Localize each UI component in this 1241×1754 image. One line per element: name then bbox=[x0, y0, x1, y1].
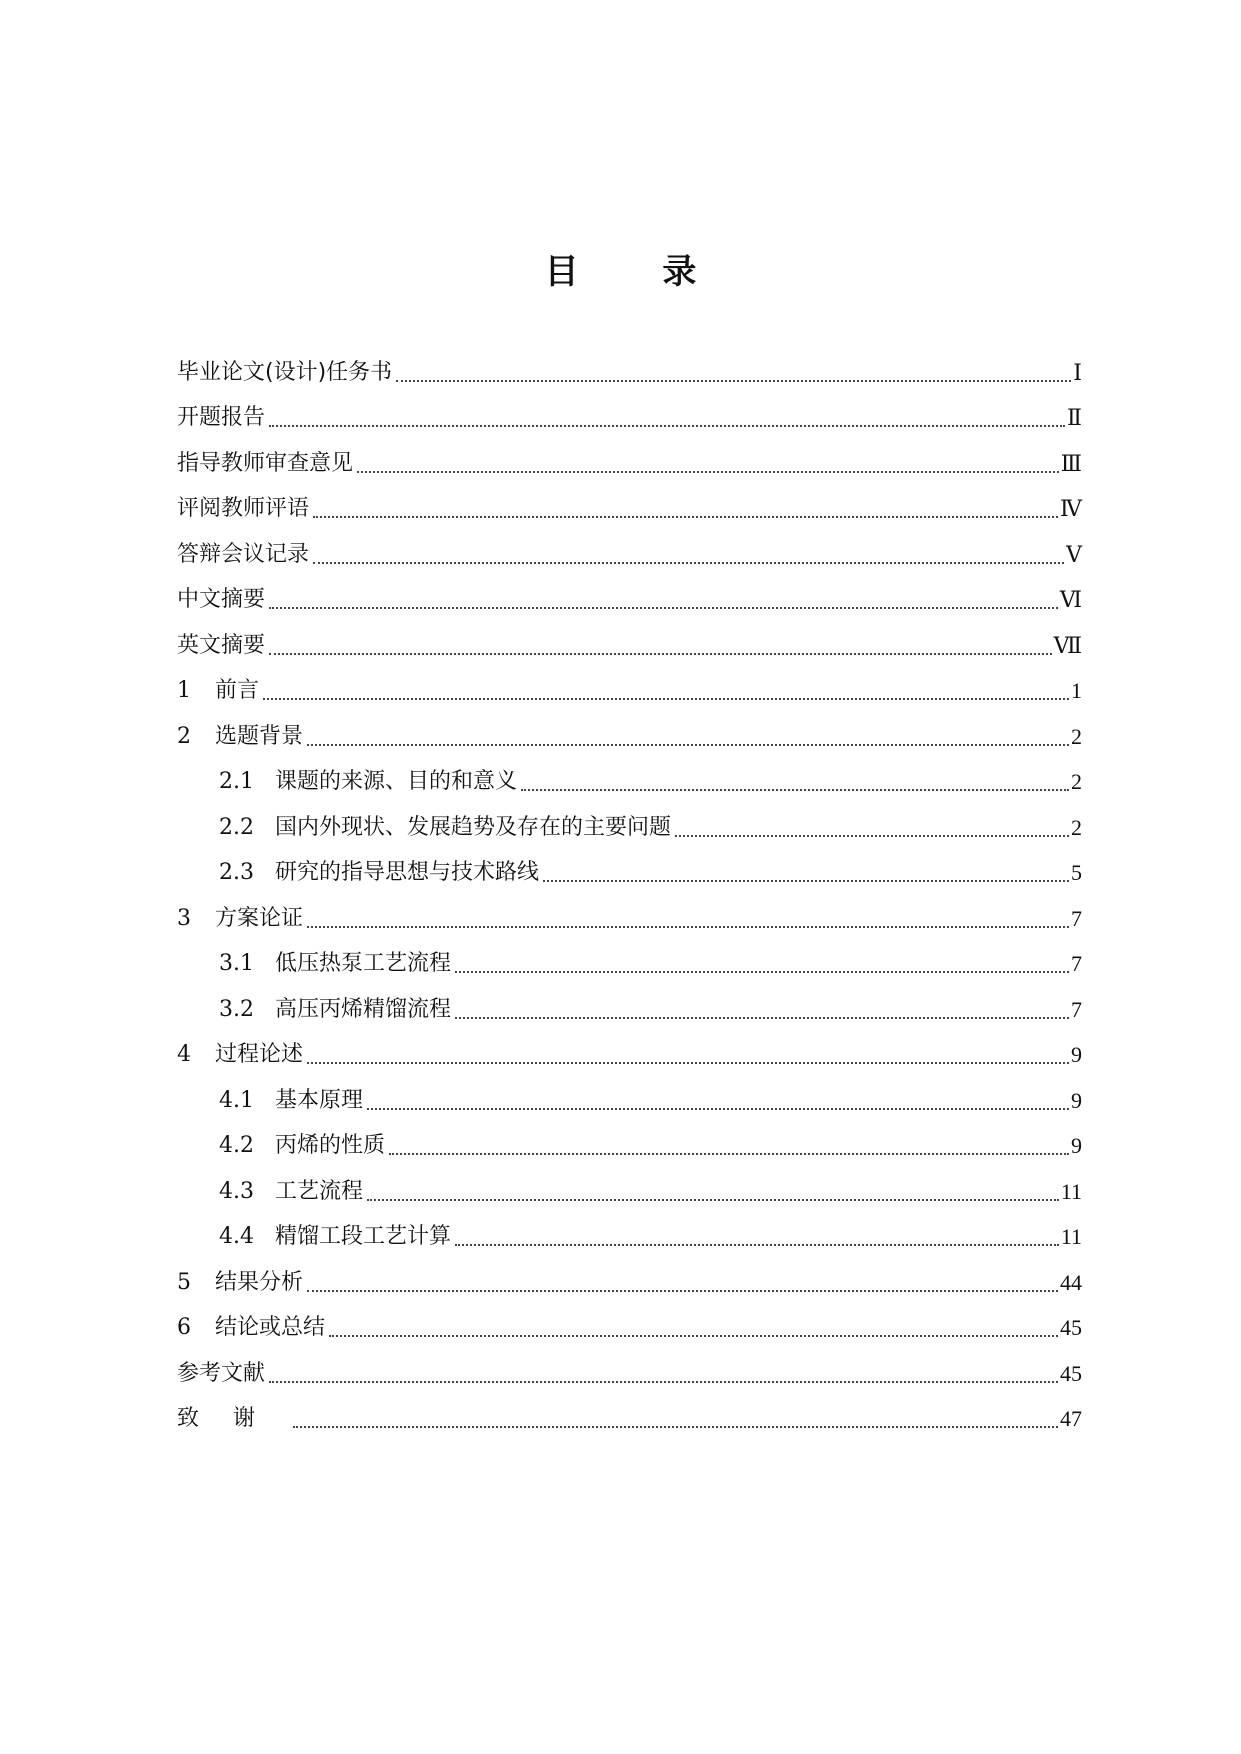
toc-entry-page: 9 bbox=[1071, 1087, 1082, 1113]
toc-entry-number: 1 bbox=[177, 678, 191, 704]
toc-entry-number: 2.2 bbox=[219, 814, 254, 840]
toc-entry-page: Ⅱ bbox=[1067, 405, 1082, 431]
toc-entry[interactable] bbox=[177, 896, 1082, 942]
toc-entry-title: 开题报告 bbox=[177, 405, 266, 431]
toc-entry[interactable] bbox=[177, 760, 1082, 806]
toc-entry[interactable] bbox=[177, 1169, 1082, 1215]
toc-entry[interactable] bbox=[177, 1124, 1082, 1170]
toc-entry-page: 7 bbox=[1071, 996, 1082, 1022]
toc-entry-number: 4.2 bbox=[219, 1133, 254, 1159]
toc-entry[interactable] bbox=[177, 987, 1082, 1033]
toc-entry-page: 7 bbox=[1071, 905, 1082, 931]
toc-entry-page: Ⅰ bbox=[1073, 359, 1082, 385]
toc-entry-title: 过程论述 bbox=[215, 1042, 304, 1068]
toc-entry[interactable] bbox=[177, 487, 1082, 533]
toc-entry-title: 前言 bbox=[215, 678, 260, 704]
toc-entry[interactable] bbox=[177, 669, 1082, 715]
dot-leader bbox=[307, 744, 1069, 746]
dot-leader bbox=[313, 562, 1064, 564]
toc-entry[interactable] bbox=[177, 1078, 1082, 1124]
toc-entry-page: Ⅴ bbox=[1066, 541, 1082, 567]
toc-entry[interactable] bbox=[177, 578, 1082, 624]
dot-leader bbox=[455, 1017, 1069, 1019]
toc-entry-number: 2.1 bbox=[219, 769, 254, 795]
dot-leader bbox=[455, 1244, 1059, 1246]
toc-entry-number: 5 bbox=[177, 1269, 191, 1295]
dot-leader bbox=[389, 1153, 1069, 1155]
toc-entry-page: 1 bbox=[1071, 678, 1082, 704]
toc-entry-page: 11 bbox=[1060, 1224, 1082, 1250]
toc-entry-page: 47 bbox=[1060, 1406, 1082, 1432]
dot-leader bbox=[367, 1199, 1059, 1201]
dot-leader bbox=[269, 653, 1052, 655]
toc-entry[interactable] bbox=[177, 350, 1082, 396]
toc-entry[interactable] bbox=[177, 1260, 1082, 1306]
toc-entry-title: 国内外现状、发展趋势及存在的主要问题 bbox=[275, 814, 672, 840]
toc-entry-number: 2 bbox=[177, 723, 191, 749]
toc-entry[interactable] bbox=[177, 441, 1082, 487]
toc-entry-page: Ⅶ bbox=[1053, 632, 1082, 658]
toc-entry-title: 方案论证 bbox=[215, 905, 304, 931]
dot-leader bbox=[307, 1290, 1058, 1292]
toc-entry[interactable] bbox=[177, 942, 1082, 988]
toc-entry-title: 结果分析 bbox=[215, 1269, 304, 1295]
toc-entry-number: 4.3 bbox=[219, 1178, 254, 1204]
toc-entry[interactable] bbox=[177, 623, 1082, 669]
dot-leader bbox=[269, 607, 1058, 609]
toc-entry[interactable] bbox=[177, 1306, 1082, 1352]
toc-entry-title: 评阅教师评语 bbox=[177, 496, 310, 522]
dot-leader bbox=[543, 880, 1069, 882]
toc-entry-number: 4 bbox=[177, 1042, 191, 1068]
dot-leader bbox=[396, 380, 1071, 382]
toc-entry-page: Ⅵ bbox=[1059, 587, 1082, 613]
toc-entry-title: 精馏工段工艺计算 bbox=[275, 1224, 452, 1250]
toc-entry-title: 结论或总结 bbox=[215, 1315, 326, 1341]
toc-entry-page: 45 bbox=[1060, 1360, 1082, 1386]
toc-entry[interactable] bbox=[177, 1397, 1082, 1443]
toc-entry-number: 3 bbox=[177, 905, 191, 931]
toc-entry-page: Ⅳ bbox=[1060, 496, 1082, 522]
toc-entry-number: 6 bbox=[177, 1315, 191, 1341]
toc-entry-title: 高压丙烯精馏流程 bbox=[275, 996, 452, 1022]
toc-entry-title: 丙烯的性质 bbox=[275, 1133, 386, 1159]
dot-leader bbox=[455, 971, 1069, 973]
toc-entry[interactable] bbox=[177, 1351, 1082, 1397]
dot-leader bbox=[269, 425, 1065, 427]
toc-entry[interactable] bbox=[177, 805, 1082, 851]
toc-entry-page: 9 bbox=[1071, 1133, 1082, 1159]
toc-entry[interactable] bbox=[177, 1215, 1082, 1261]
dot-leader bbox=[293, 1426, 1058, 1428]
toc-entry-page: 45 bbox=[1060, 1315, 1082, 1341]
dot-leader bbox=[357, 471, 1059, 473]
toc-entry-page: 2 bbox=[1071, 723, 1082, 749]
toc-entry-title: 指导教师审查意见 bbox=[177, 450, 354, 476]
toc-entry-page: 9 bbox=[1071, 1042, 1082, 1068]
toc-entry[interactable] bbox=[177, 396, 1082, 442]
toc-entry-page: 5 bbox=[1071, 860, 1082, 886]
toc-entry-number: 4.4 bbox=[219, 1224, 254, 1250]
toc-entry-title: 英文摘要 bbox=[177, 632, 266, 658]
dot-leader bbox=[367, 1108, 1069, 1110]
dot-leader bbox=[329, 1335, 1058, 1337]
toc-entry-number: 3.2 bbox=[219, 996, 254, 1022]
toc-entry-title: 致谢 bbox=[177, 1406, 290, 1432]
toc-entry-title: 课题的来源、目的和意义 bbox=[275, 769, 518, 795]
toc-entry[interactable] bbox=[177, 1033, 1082, 1079]
toc-entry-number: 2.3 bbox=[219, 860, 254, 886]
dot-leader bbox=[307, 926, 1069, 928]
toc-entry-page: 44 bbox=[1060, 1269, 1082, 1295]
toc-entry[interactable] bbox=[177, 532, 1082, 578]
dot-leader bbox=[269, 1381, 1058, 1383]
table-of-contents bbox=[177, 350, 1082, 1442]
dot-leader bbox=[521, 789, 1069, 791]
toc-entry-page: 7 bbox=[1071, 951, 1082, 977]
toc-entry-page: Ⅲ bbox=[1060, 450, 1082, 476]
page-title: 目 录 bbox=[544, 252, 733, 292]
toc-entry-title: 中文摘要 bbox=[177, 587, 266, 613]
toc-entry-page: 11 bbox=[1060, 1178, 1082, 1204]
toc-entry-title: 低压热泵工艺流程 bbox=[275, 951, 452, 977]
toc-entry-title: 选题背景 bbox=[215, 723, 304, 749]
dot-leader bbox=[313, 516, 1058, 518]
toc-entry-title: 参考文献 bbox=[177, 1360, 266, 1386]
toc-entry-title: 答辩会议记录 bbox=[177, 541, 310, 567]
toc-entry-title: 基本原理 bbox=[275, 1087, 364, 1113]
toc-entry-title: 工艺流程 bbox=[275, 1178, 364, 1204]
toc-entry-number: 3.1 bbox=[219, 951, 254, 977]
dot-leader bbox=[675, 835, 1069, 837]
toc-entry-title: 研究的指导思想与技术路线 bbox=[275, 860, 540, 886]
toc-entry-page: 2 bbox=[1071, 814, 1082, 840]
dot-leader bbox=[307, 1062, 1069, 1064]
toc-entry[interactable] bbox=[177, 714, 1082, 760]
toc-entry[interactable] bbox=[177, 851, 1082, 897]
toc-entry-number: 4.1 bbox=[219, 1087, 254, 1113]
dot-leader bbox=[263, 698, 1069, 700]
toc-entry-title: 毕业论文(设计)任务书 bbox=[177, 359, 393, 385]
toc-entry-page: 2 bbox=[1071, 769, 1082, 795]
